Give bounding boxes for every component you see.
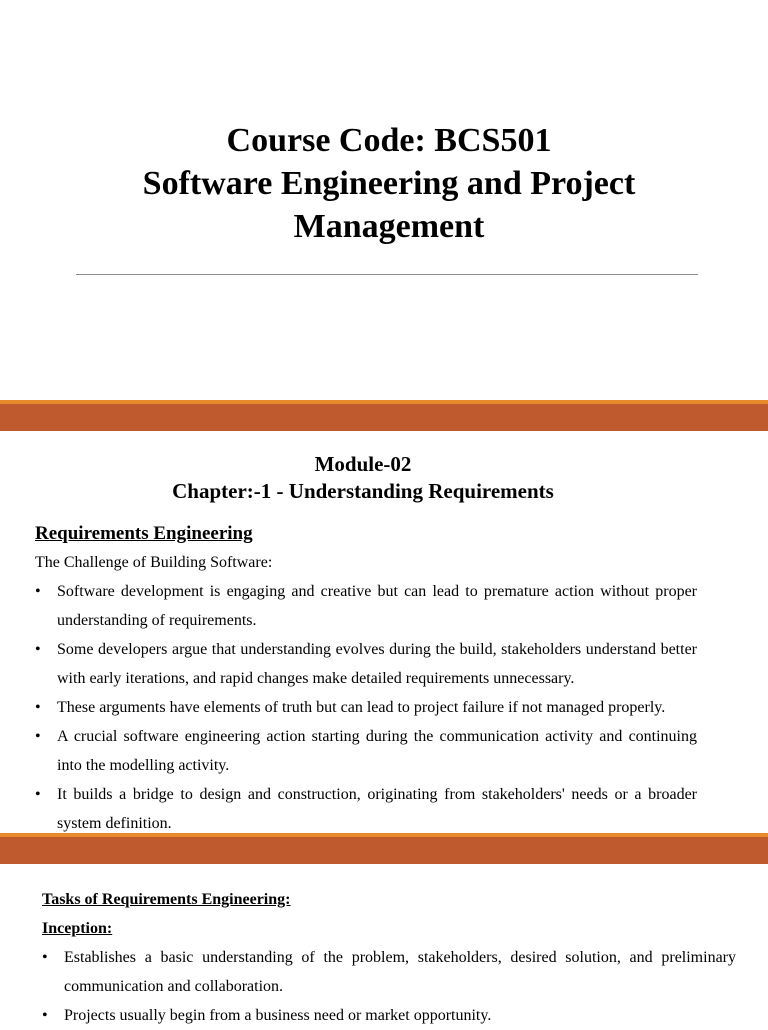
module-label: Module-02 (314, 452, 412, 476)
page-break-band (0, 400, 768, 431)
bullet-icon: • (35, 728, 41, 745)
tasks-heading: Tasks of Requirements Engineering: (42, 891, 291, 908)
bullet-icon: • (35, 641, 41, 658)
list-item (35, 722, 697, 780)
bullet-icon: • (42, 1007, 48, 1024)
list-item (35, 693, 697, 722)
requirements-tasks-section (42, 885, 736, 1030)
list-item-text: These arguments have elements of truth but can lead to project failure if not managed properly. (57, 699, 666, 716)
list-item-text: Some developers argue that understanding evolves during the build, stakeholders understand better with early iterations, and rapid changes make detailed requirements unnecessary. (57, 641, 697, 687)
list-item-text: A crucial software engineering action starting during the communication activity and continuing into the modelling activity. (57, 728, 697, 774)
course-title-line2: Management (293, 208, 485, 245)
bullet-list (35, 577, 697, 838)
requirements-engineering-section (35, 520, 697, 838)
list-item (42, 943, 736, 1001)
course-title-line1: Software Engineering and Project (142, 165, 636, 202)
section-intro: The Challenge of Building Software: (35, 554, 273, 571)
section-heading: Requirements Engineering (35, 523, 253, 544)
bullet-icon: • (35, 786, 41, 803)
list-item (35, 635, 697, 693)
list-item-text: It builds a bridge to design and construction, originating from stakeholders' needs or a broader system definition. (57, 786, 697, 832)
bullet-list (42, 943, 736, 1030)
list-item (42, 1001, 736, 1030)
list-item-text: Establishes a basic understanding of the problem, stakeholders, desired solution, and preliminary communication and collaboration. (64, 949, 736, 995)
list-item (35, 780, 697, 838)
inception-heading: Inception: (42, 920, 113, 937)
list-item-text: Projects usually begin from a business need or market opportunity. (64, 1007, 492, 1024)
title-divider (76, 274, 698, 275)
list-item (35, 577, 697, 635)
bullet-icon: • (35, 699, 41, 716)
course-title (0, 119, 768, 248)
bullet-icon: • (35, 583, 41, 600)
chapter-title: Chapter:-1 - Understanding Requirements (172, 479, 554, 503)
list-item-text: Software development is engaging and creative but can lead to premature action without proper understanding of requirements. (57, 583, 697, 629)
module-heading (0, 451, 726, 505)
course-code: Course Code: BCS501 (226, 122, 552, 159)
bullet-icon: • (42, 949, 48, 966)
page-break-band (0, 833, 768, 864)
